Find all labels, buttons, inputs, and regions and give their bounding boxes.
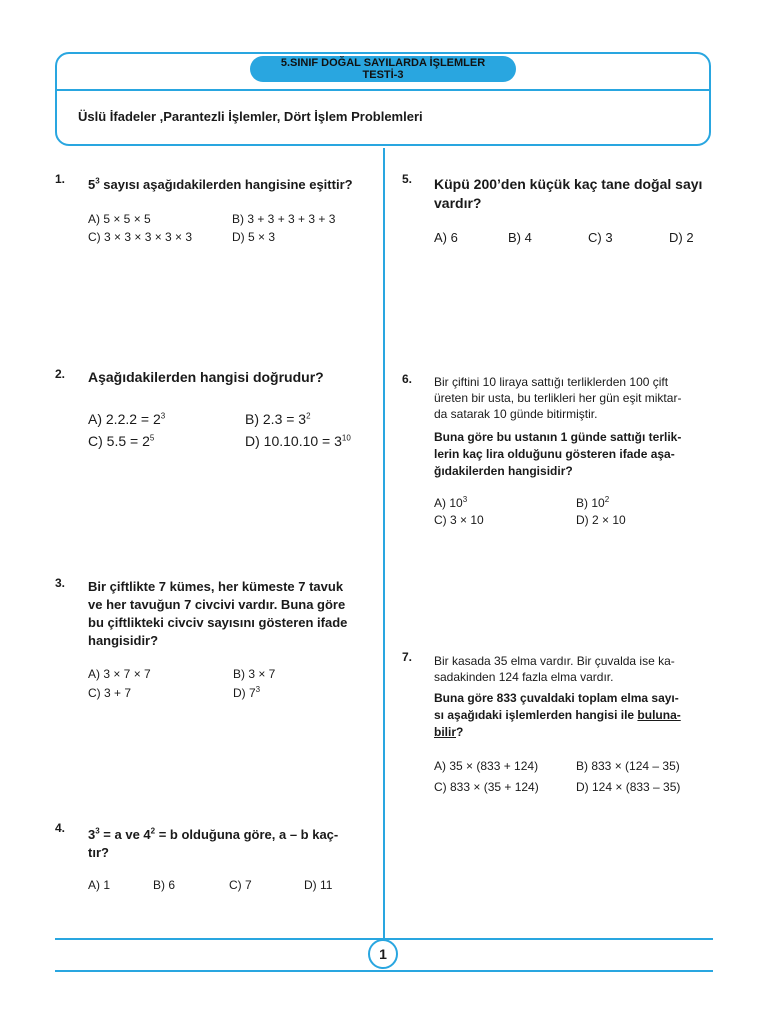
exponent: 2 [150, 826, 156, 836]
question-line: Küpü 200’den küçük kaç tane doğal sayı [434, 176, 703, 192]
base: 3 [88, 827, 96, 842]
option-b[interactable]: B) 6 [153, 878, 176, 892]
option-a[interactable]: A) 1 [88, 878, 111, 892]
question-line [434, 724, 681, 741]
question-text: Aşağıdakilerden hangisi doğrudur? [88, 369, 324, 385]
option-d[interactable]: D) 124 × (833 – 35) [576, 780, 681, 794]
footer-line-bottom [55, 970, 713, 972]
question-prompt [434, 429, 681, 480]
option-c[interactable]: C) 3 [588, 230, 613, 245]
question-line: Bir çiftini 10 liraya sattığı terliklerden 100 çift [434, 375, 669, 389]
column-divider [383, 148, 385, 938]
option-d[interactable] [233, 686, 260, 700]
question-number: 5. [402, 172, 413, 186]
option-d-label: D) 10.10.10 = 3 [245, 433, 342, 449]
question-number: 1. [55, 172, 66, 186]
option-c[interactable]: C) 3 + 7 [88, 686, 132, 700]
option-a[interactable]: A) 6 [434, 230, 458, 245]
question-text [434, 175, 702, 213]
option-b-label: B) 10 [576, 496, 605, 510]
question-text [434, 374, 681, 422]
question-prompt [434, 690, 681, 741]
exponent: 3 [255, 685, 261, 694]
question-line-text: sı aşağıdaki işlemlerden hangisi ile [434, 708, 638, 722]
exponent: 10 [341, 433, 351, 443]
question-line [434, 690, 681, 707]
option-b[interactable]: B) 4 [508, 230, 532, 245]
option-d[interactable]: D) 5 × 3 [232, 230, 276, 244]
option-a[interactable] [434, 496, 467, 510]
option-d[interactable] [245, 433, 351, 449]
question-text [434, 653, 675, 685]
question-line: Bir çiftlikte 7 kümes, her kümeste 7 tavuk [88, 579, 344, 594]
question-number: 7. [402, 650, 413, 664]
test-title-line1: 5.SINIF DOĞAL SAYILARDA İŞLEMLER [280, 57, 486, 69]
exponent: 2 [306, 411, 311, 421]
question-number: 2. [55, 367, 66, 381]
option-c[interactable]: C) 3 × 3 × 3 × 3 × 3 [88, 230, 193, 244]
question-number: 3. [55, 576, 66, 590]
question-line-text: ? [456, 725, 464, 739]
question-text-part: = a ve 4 [99, 827, 151, 842]
question-line: ve her tavuğun 7 civcivi vardır. Buna göre [88, 597, 346, 612]
question-line: lerin kaç lira olduğunu gösteren ifade aşa- [434, 447, 675, 461]
option-c-label: C) 5.5 = 2 [88, 433, 150, 449]
option-b[interactable]: B) 3 × 7 [233, 667, 276, 681]
question-number: 4. [55, 821, 66, 835]
option-a-label: A) 2.2.2 = 2 [88, 411, 161, 427]
test-subtitle: Üslü İfadeler ,Parantezli İşlemler, Dört İşlem Problemleri [78, 109, 423, 124]
exponent: 3 [95, 176, 100, 186]
option-a-label: A) 10 [434, 496, 463, 510]
option-c[interactable]: C) 7 [229, 878, 252, 892]
option-d[interactable]: D) 2 × 10 [576, 513, 626, 527]
page-number: 1 [368, 939, 398, 969]
question-line [88, 826, 338, 844]
question-line: üreten bir usta, bu terlikleri her gün eşit miktar- [434, 391, 682, 405]
option-a[interactable] [88, 411, 165, 427]
option-b-label: B) 2.3 = 3 [245, 411, 307, 427]
header-divider [57, 89, 709, 91]
underlined-text: buluna- [637, 708, 681, 722]
option-b[interactable] [576, 496, 609, 510]
option-b[interactable]: B) 833 × (124 – 35) [576, 759, 680, 773]
question-line [434, 707, 681, 724]
question-line: tır? [88, 845, 109, 860]
option-a[interactable]: A) 35 × (833 + 124) [434, 759, 539, 773]
question-text [88, 826, 338, 862]
option-a[interactable]: A) 5 × 5 × 5 [88, 212, 151, 226]
question-text-rest: sayısı aşağıdakilerden hangisine eşittir? [99, 177, 353, 192]
exponent: 5 [149, 433, 155, 443]
option-b[interactable]: B) 3 + 3 + 3 + 3 + 3 [232, 212, 336, 226]
question-line: hangisidir? [88, 633, 159, 648]
question-line: bu çiftlikteki civciv sayısını gösteren ifade [88, 615, 348, 630]
question-line: da satarak 10 günde bitirmiştir. [434, 407, 598, 421]
test-title-line2: TESTİ-3 [362, 69, 404, 81]
question-line: vardır? [434, 195, 482, 211]
question-text [88, 176, 353, 194]
question-line: ğıdakilerden hangisidir? [434, 464, 573, 478]
question-text-part: = b olduğuna göre, a – b kaç- [155, 827, 339, 842]
exponent: 3 [462, 495, 468, 504]
underlined-text: bilir [434, 725, 457, 739]
option-c[interactable] [88, 433, 154, 449]
option-c[interactable]: C) 3 × 10 [434, 513, 484, 527]
option-d[interactable]: D) 11 [304, 878, 333, 892]
option-a[interactable]: A) 3 × 7 × 7 [88, 667, 151, 681]
exponent: 3 [160, 411, 166, 421]
test-title [250, 56, 516, 82]
exponent: 3 [95, 826, 100, 836]
question-number: 6. [402, 372, 413, 386]
base: 5 [88, 177, 96, 192]
question-line: sadakinden 124 fazla elma vardır. [434, 670, 614, 684]
question-line: Bir kasada 35 elma vardır. Bir çuvalda ise ka- [434, 654, 675, 668]
option-b[interactable] [245, 411, 311, 427]
option-d[interactable]: D) 2 [669, 230, 694, 245]
question-text [88, 578, 347, 650]
option-d-label: D) 7 [233, 686, 256, 700]
exponent: 2 [604, 495, 610, 504]
question-line-text: Buna göre 833 çuvaldaki toplam elma sayı- [434, 691, 679, 705]
question-line: Buna göre bu ustanın 1 günde sattığı terlik- [434, 430, 682, 444]
option-c[interactable]: C) 833 × (35 + 124) [434, 780, 539, 794]
